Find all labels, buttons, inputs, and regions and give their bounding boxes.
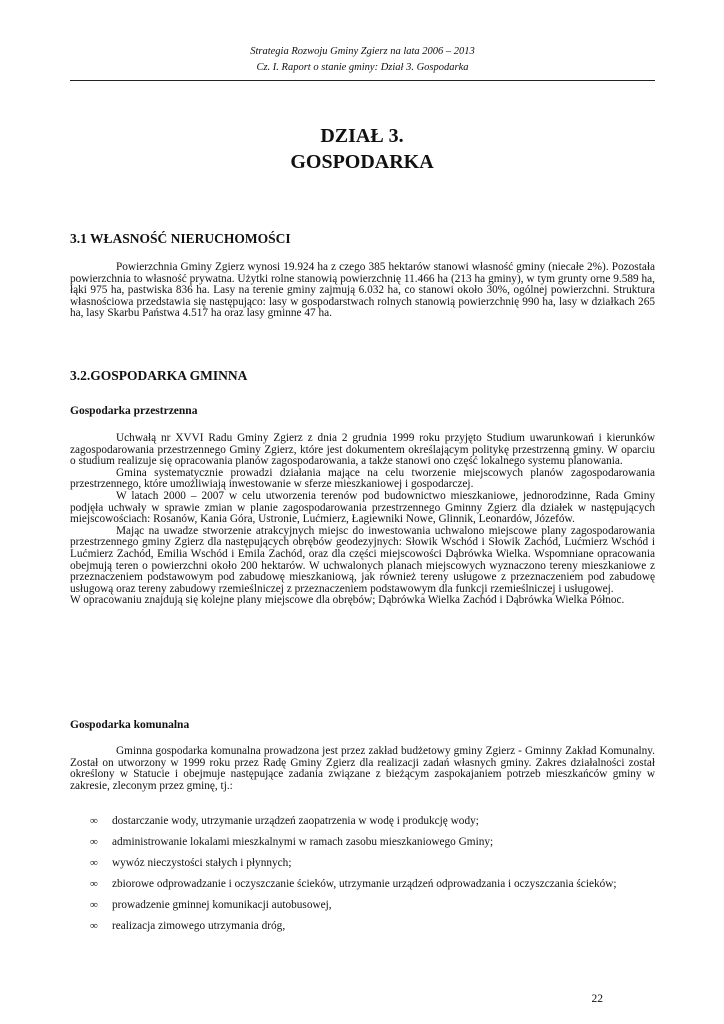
header-rule: [70, 80, 655, 81]
running-header: [70, 44, 655, 76]
subsection-body-spatial: [70, 433, 655, 607]
paragraph: Gminna gospodarka komunalna prowadzona jest przez zakład budżetowy gminy Zgierz - Gminny Zakład Komunalny. Został on utworzony w 1999 roku przez Radę Gminy Zgierz dla realizacji zadań własnych gminy. Zakres działalności został określony w Statucie i obejmuje następujące zadania związane z bieżącym zaspokajaniem potrzeb mieszkańców gminy w zakresie, zleconym przez gminę, tj.:: [70, 745, 655, 792]
list-item: ∞ wywóz nieczystości stałych i płynnych;: [90, 853, 655, 874]
header-line-2: Cz. I. Raport o stanie gminy: Dział 3. Gospodarka: [256, 62, 469, 73]
chapter-title-line-2: GOSPODARKA: [290, 151, 434, 173]
subsection-heading-municipal: Gospodarka komunalna: [70, 719, 190, 731]
list-item: ∞ realizacja zimowego utrzymania dróg,: [90, 916, 655, 937]
infinity-bullet-icon: ∞: [90, 857, 98, 869]
subsection-body-municipal: [70, 746, 655, 792]
header-line-1: Strategia Rozwoju Gminy Zgierz na lata 2006 – 2013: [250, 46, 475, 57]
chapter-title-line-1: DZIAŁ 3.: [320, 125, 404, 147]
task-list: [90, 811, 655, 937]
list-item: ∞ zbiorowe odprowadzanie i oczyszczanie ścieków, utrzymanie urządzeń odprowadzania i oczyszczania ścieków;: [90, 874, 655, 895]
section-1-title: 3.1 WŁASNOŚĆ NIERUCHOMOŚCI: [70, 231, 291, 246]
section-1-paragraph: Powierzchnia Gminy Zgierz wynosi 19.924 ha z czego 385 hektarów stanowi własność gminy (niecałe 2%). Pozostała powierzchnia to własność prywatna. Użytki rolne stanowią powierzchnię 11.466 ha (213 ha gminy), w tym grunty orne 9.589 ha, łąki 975 ha, pastwiska 836 ha. Lasy na terenie gminy zajmują 6.032 ha, co stanowi około 30%, ogólnej powierzchni. Struktura własnościowa przedstawia się następująco: lasy w gospodarstwach rolnych stanowią powierzchnię 990 ha, lasy w działkach 265 ha, lasy Skarbu Państwa 4.517 ha oraz lasy gminne 47 ha.: [70, 261, 655, 320]
subsection-heading-spatial: Gospodarka przestrzenna: [70, 405, 198, 417]
section-2-title: 3.2.GOSPODARKA GMINNA: [70, 368, 248, 383]
list-item: ∞ dostarczanie wody, utrzymanie urządzeń zaopatrzenia w wodę i produkcję wody;: [90, 811, 655, 832]
infinity-bullet-icon: ∞: [90, 920, 98, 932]
paragraph: Uchwałą nr XVVI Radu Gminy Zgierz z dnia 2 grudnia 1999 roku przyjęto Studium uwarunkowań i kierunków zagospodarowania przestrzennego Gminy Zgierz, które jest dokumentem określającym politykę przestrzenną gminy. W oparciu o studium realizuje się opracowania planów zagospodarowania, a także stanowi ono część lokalnego systemu planowania.: [70, 432, 655, 468]
infinity-bullet-icon: ∞: [90, 836, 98, 848]
paragraph: Mając na uwadze stworzenie atrakcyjnych miejsc do inwestowania uchwalono miejscowe plany zagospodarowania przestrzennego gminy Zgierz dla następujących obrębów geodezyjnych: Słowik Wschód i Słowik Zachód, Lućmierz Wschód i Lućmierz Zachód, Emilia Wschód i Emila Zachód, oraz dla części miejscowości Dąbrówka Wielka. Wspomniane opracowania obejmują teren o powierzchni około 200 hektarów. W uchwalonych planach miejscowych wyznaczono tereny mieszkaniowe z przeznaczeniem podstawowym pod zabudowę mieszkaniową, jak również tereny usługowe z przeznaczeniem pod zabudowę usługową oraz tereny zabudowy rzemieślniczej z przeznaczeniem podstawowym dla funkcji rzemieślniczej i usługowej.: [70, 524, 655, 595]
infinity-bullet-icon: ∞: [90, 899, 98, 911]
paragraph: W opracowaniu znajdują się kolejne plany miejscowe dla obrębów; Dąbrówka Wielka Zachód i Dąbrówka Wielka Północ.: [70, 594, 625, 607]
paragraph: W latach 2000 – 2007 w celu utworzenia terenów pod budownictwo mieszkaniowe, jednorodzinne, Rada Gminy podjęła uchwały w sprawie zmian w planie zagospodarowania przestrzennego Gminny Zgierz dla działek w następujących miejscowościach: Rosanów, Kania Góra, Ustronie, Lućmierz, Łagiewniki Nowe, Glinnik, Leonardów, Józefów.: [70, 489, 655, 526]
page-number: 22: [591, 993, 603, 1005]
chapter-title: [0, 123, 724, 175]
infinity-bullet-icon: ∞: [90, 815, 98, 827]
paragraph: Gmina systematycznie prowadzi działania mające na celu tworzenie miejscowych planów zagospodarowania przestrzennego, które umożliwiają inwestowanie w sferze mieszkaniowej i gospodarczej.: [70, 466, 655, 491]
list-item: ∞ administrowanie lokalami mieszkalnymi w ramach zasobu mieszkaniowego Gminy;: [90, 832, 655, 853]
section-1-body: [70, 262, 655, 320]
list-item: ∞ prowadzenie gminnej komunikacji autobusowej,: [90, 895, 655, 916]
infinity-bullet-icon: ∞: [90, 878, 98, 890]
